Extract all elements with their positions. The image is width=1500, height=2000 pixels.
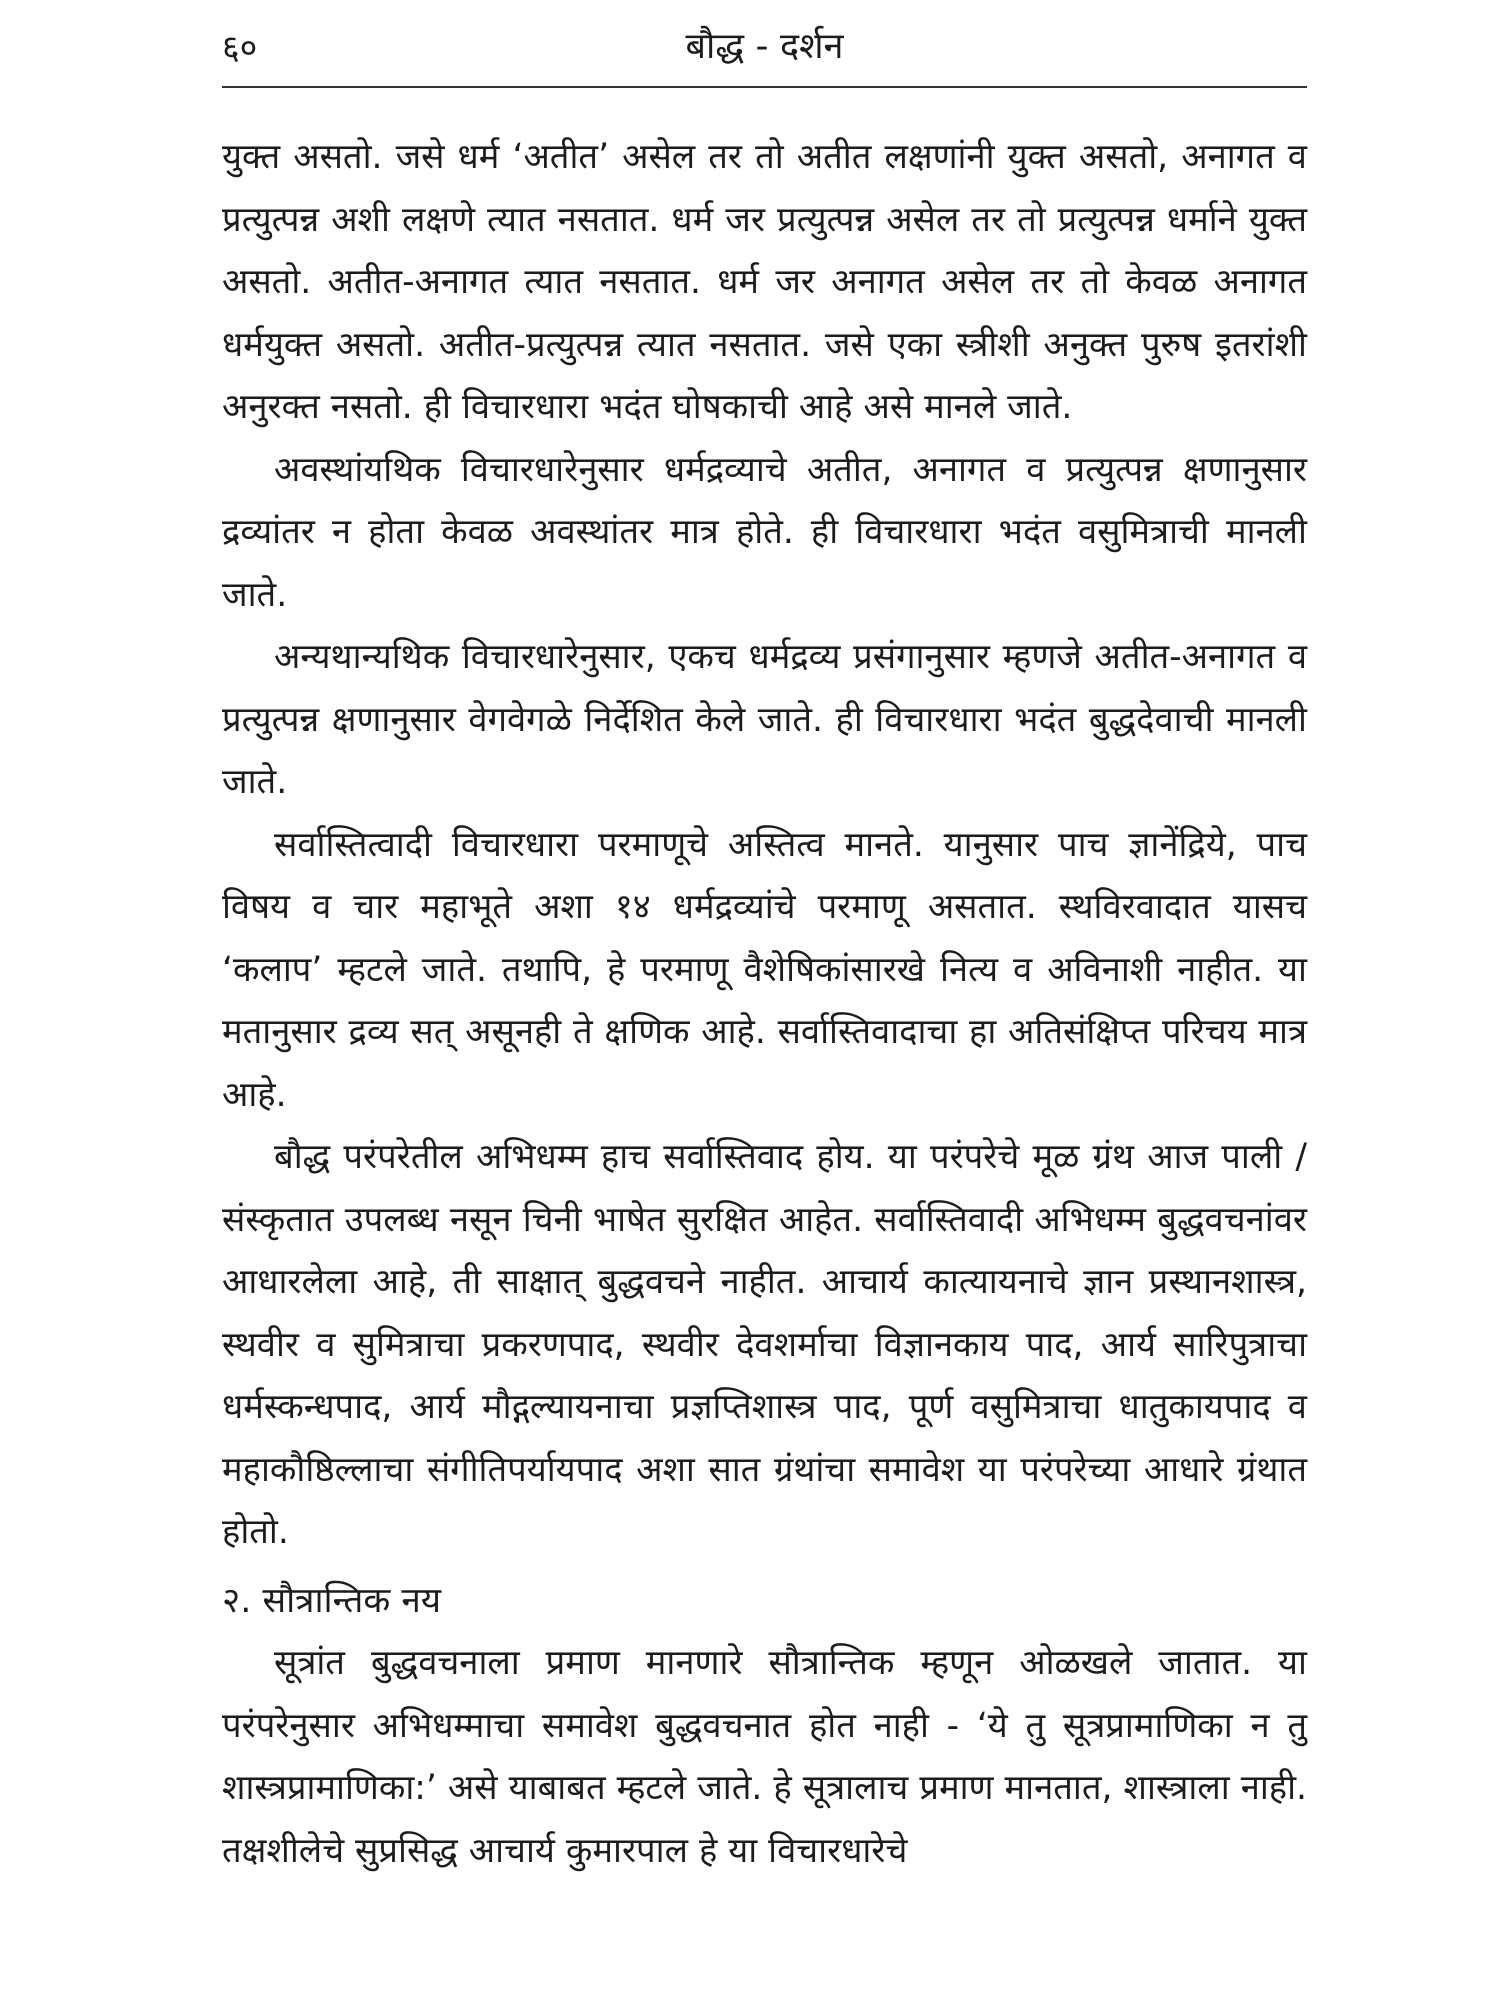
header-divider <box>222 86 1307 88</box>
paragraph-continuation: युक्त असतो. जसे धर्म ‘अतीत’ असेल तर तो अतीत लक्षणांनी युक्त असतो, अनागत व प्रत्युत्पन्न अशी लक्षणे त्यात नसतात. धर्म जर प्रत्युत्पन्न असेल तर तो प्रत्युत्पन्न धर्माने युक्त असतो. अतीत-अनागत त्यात नसतात. धर्म जर अनागत असेल तर तो केवळ अनागत धर्मयुक्त असतो. अतीत-प्रत्युत्पन्न त्यात नसतात. जसे एका स्त्रीशी अनुक्त पुरुष इतरांशी अनुरक्त नसतो. ही विचारधारा भदंत घोषकाची आहे असे मानले जाते. <box>222 137 1307 427</box>
section-heading: २. सौत्रान्तिक नय <box>222 1580 442 1621</box>
paragraph: बौद्ध परंपरेतील अभिधम्म हाच सर्वास्तिवाद होय. या परंपरेचे मूळ ग्रंथ आज पाली / संस्कृतात उपलब्ध नसून चिनी भाषेत सुरक्षित आहेत. सर्वास्तिवादी अभिधम्म बुद्धवचनांवर आधारलेला आहे, ती साक्षात् बुद्धवचने नाहीत. आचार्य कात्यायनाचे ज्ञान प्रस्थानशास्त्र, स्थवीर व सुमित्राचा प्रकरणपाद, स्थवीर देवशर्माचा विज्ञानकाय पाद, आर्य सारिपुत्राचा धर्मस्कन्धपाद, आर्य मौद्गल्यायनाचा प्रज्ञप्तिशास्त्र पाद, पूर्ण वसुमित्राचा धातुकायपाद व महाकौष्ठिल्लाचा संगीतिपर्यायपाद अशा सात ग्रंथांचा समावेश या परंपरेच्या आधारे ग्रंथात होतो. <box>222 1137 1307 1552</box>
running-title: बौद्ध - दर्शन <box>685 26 844 67</box>
paragraph: अन्यथान्यथिक विचारधारेनुसार, एकच धर्मद्रव्य प्रसंगानुसार म्हणजे अतीत-अनागत व प्रत्युत्पन्न क्षणानुसार वेगवेगळे निर्देशित केले जाते. ही विचारधारा भदंत बुद्धदेवाची मानली जाते. <box>222 637 1307 802</box>
paragraph: सर्वास्तित्वादी विचारधारा परमाणूचे अस्तित्व मानते. यानुसार पाच ज्ञानेंद्रिये, पाच विषय व चार महाभूते अशा १४ धर्मद्रव्यांचे परमाणू असतात. स्थविरवादात यासच ‘कलाप’ म्हटले जाते. तथापि, हे परमाणू वैशेषिकांसारखे नित्य व अविनाशी नाहीत. या मतानुसार द्रव्य सत् असूनही ते क्षणिक आहे. सर्वास्तिवादाचा हा अतिसंक्षिप्त परिचय मात्र आहे. <box>222 824 1307 1115</box>
section-paragraph: सूत्रांत बुद्धवचनाला प्रमाण मानणारे सौत्रान्तिक म्हणून ओळखले जातात. या परंपरेनुसार अभिधम्माचा समावेश बुद्धवचनात होत नाही - ‘ये तु सूत्रप्रामाणिका न तु शास्त्रप्रामाणिका:’ असे याबाबत म्हटले जाते. हे सूत्रालाच प्रमाण मानतात, शास्त्राला नाही. तक्षशीलेचे सुप्रसिद्ध आचार्य कुमारपाल हे या विचारधारेचे <box>222 1643 1307 1871</box>
body-text <box>222 126 1307 1882</box>
page-header <box>222 20 1307 82</box>
paragraph: अवस्थांयथिक विचारधारेनुसार धर्मद्रव्याचे अतीत, अनागत व प्रत्युत्पन्न क्षणानुसार द्रव्यांतर न होता केवळ अवस्थांतर मात्र होते. ही विचारधारा भदंत वसुमित्राची मानली जाते. <box>222 449 1307 615</box>
page-number: ६० <box>222 28 258 68</box>
